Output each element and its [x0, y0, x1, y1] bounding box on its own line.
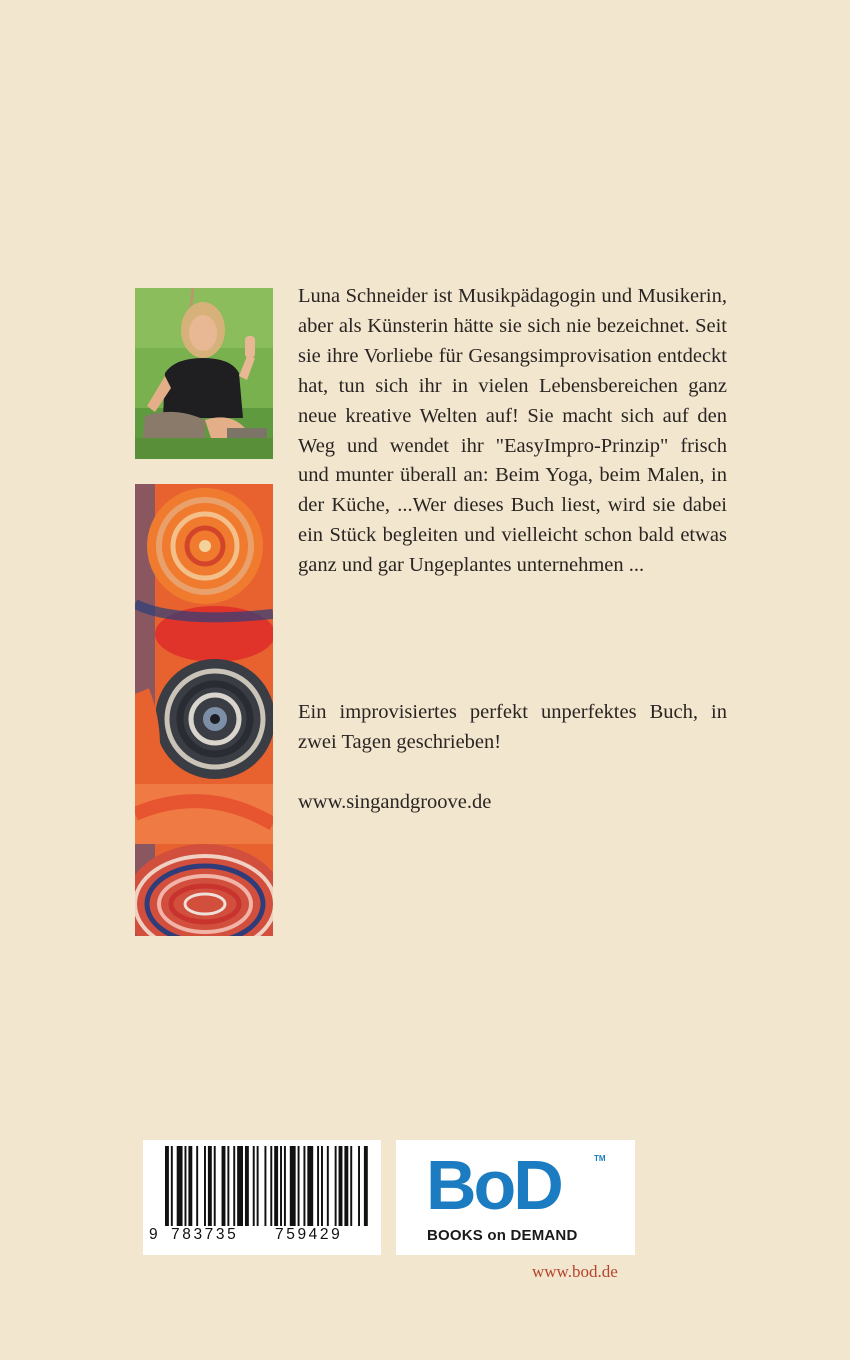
- barcode-bar: [264, 1146, 266, 1226]
- isbn-digit-prefix: 9: [149, 1226, 158, 1243]
- barcode-bar: [280, 1146, 282, 1226]
- barcode-bar: [253, 1146, 255, 1226]
- barcode-bar: [339, 1146, 343, 1226]
- barcode-bar: [298, 1146, 300, 1226]
- isbn-barcode: [143, 1140, 381, 1255]
- barcode-bar: [327, 1146, 329, 1226]
- barcode-bar: [364, 1146, 368, 1226]
- bod-tagline: BOOKS on DEMAND: [427, 1227, 578, 1244]
- book-tagline: Ein improvisiertes perfekt unperfektes Buch, in zwei Tagen geschrieben!: [298, 701, 727, 753]
- barcode-bar: [185, 1146, 187, 1226]
- barcode-bar: [237, 1146, 243, 1226]
- barcode-bar: [284, 1146, 286, 1226]
- isbn-number: [143, 1226, 381, 1252]
- barcode-bar: [171, 1146, 173, 1226]
- publisher-logo: [396, 1140, 635, 1255]
- barcode-bar: [257, 1146, 259, 1226]
- trademark-mark: TM: [594, 1154, 606, 1163]
- author-website[interactable]: www.singandgroove.de: [298, 791, 492, 813]
- author-photo: [135, 288, 273, 459]
- barcode-bar: [307, 1146, 313, 1226]
- barcode-bar: [358, 1146, 360, 1226]
- barcode-bar: [196, 1146, 198, 1226]
- barcode-bar: [227, 1146, 229, 1226]
- abstract-spiral-painting: [135, 484, 273, 936]
- barcode-bar: [344, 1146, 348, 1226]
- barcode-bar: [317, 1146, 319, 1226]
- barcode-bar: [188, 1146, 192, 1226]
- barcode-bar: [214, 1146, 216, 1226]
- barcode-bar: [208, 1146, 212, 1226]
- bod-logo-text: BoD: [426, 1146, 561, 1224]
- barcode-bar: [233, 1146, 235, 1226]
- barcode-bar: [222, 1146, 226, 1226]
- barcode-bar: [335, 1146, 337, 1226]
- publisher-url[interactable]: www.bod.de: [532, 1262, 618, 1281]
- barcode-bar: [177, 1146, 183, 1226]
- isbn-digit-group-left: 783735: [171, 1226, 239, 1243]
- barcode-bar: [274, 1146, 278, 1226]
- isbn-digit-group-right: 759429: [275, 1226, 343, 1243]
- barcode-bar: [290, 1146, 296, 1226]
- barcode-bar: [165, 1146, 169, 1226]
- barcode-bar: [270, 1146, 272, 1226]
- barcode-bar: [321, 1146, 323, 1226]
- barcode-bar: [350, 1146, 352, 1226]
- author-blurb: Luna Schneider ist Musikpädagogin und Musikerin, aber als Künsterin hätte sie sich nie bezeichnet. Seit sie ihre Vorliebe für Gesangsimprovisation entdeckt hat, tun sich ihr in vielen Lebensbereichen ganz neue kreative Welten auf! Sie macht sich auf den Weg und wendet ihr "EasyImpro-Prinzip" frisch und munter überall an: Beim Yoga, beim Malen, in der Küche, ...Wer dieses Buch liest, wird sie dabei ein Stück begleiten und vielleicht schon bald etwas ganz und gar Ungeplantes unternehmen ...: [298, 285, 727, 577]
- barcode-bar: [245, 1146, 249, 1226]
- barcode-bar: [204, 1146, 206, 1226]
- barcode-bar: [303, 1146, 305, 1226]
